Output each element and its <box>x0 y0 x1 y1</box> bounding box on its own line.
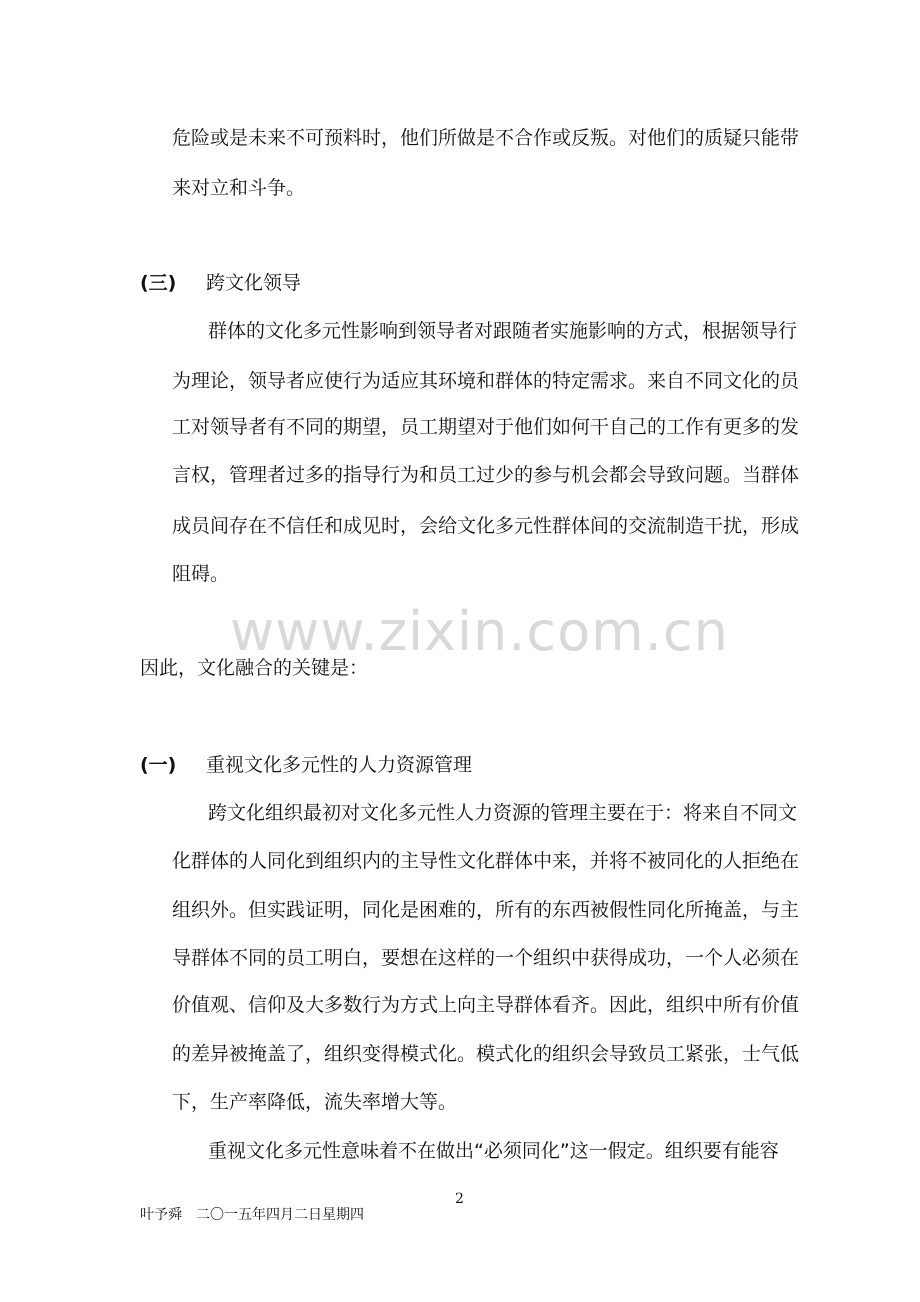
paragraph-line: 的差异被掩盖了，组织变得模式化。模式化的组织会导致员工紧张，士气低 <box>172 1043 800 1065</box>
paragraph-line: 危险或是未来不可预料时，他们所做是不合作或反叛。对他们的质疑只能带 <box>172 127 800 149</box>
paragraph-line: 来对立和斗争。 <box>172 177 306 199</box>
paragraph-line: 因此，文化融合的关键是： <box>140 657 369 679</box>
paragraph-line: 下，生产率降低，流失率增大等。 <box>172 1091 458 1113</box>
footer-author-date: 叶予舜 二〇一五年四月二日星期四 <box>140 1207 364 1223</box>
paragraph-line: 为理论，领导者应使行为适应其环境和群体的特定需求。来自不同文化的员 <box>172 370 800 392</box>
paragraph-line: 阻碍。 <box>172 563 230 585</box>
paragraph-line: 群体的文化多元性影响到领导者对跟随者实施影响的方式，根据领导行 <box>208 320 798 342</box>
paragraph-line: 跨文化组织最初对文化多元性人力资源的管理主要在于：将来自不同文 <box>208 802 798 824</box>
paragraph-line: 工对领导者有不同的期望，员工期望对于他们如何干自己的工作有更多的发 <box>172 416 800 438</box>
section-title: 重视文化多元性的人力资源管理 <box>206 754 473 776</box>
section-title: 跨文化领导 <box>206 272 302 294</box>
paragraph-line: 重视文化多元性意味着不在做出“必须同化”这一假定。组织要有能容 <box>208 1140 779 1162</box>
watermark: www.zixin.com.cn <box>230 600 729 663</box>
paragraph-line: 组织外。但实践证明，同化是困难的，所有的东西被假性同化所掩盖，与主 <box>172 899 800 921</box>
paragraph-line: 价值观、信仰及大多数行为方式上向主导群体看齐。因此，组织中所有价值 <box>172 994 800 1016</box>
section-number: (一) <box>140 754 177 776</box>
paragraph-line: 成员间存在不信任和成见时，会给文化多元性群体间的交流制造干扰，形成 <box>172 515 800 537</box>
section-number: (三) <box>140 272 177 294</box>
page-number: 2 <box>455 1191 464 1207</box>
paragraph-line: 导群体不同的员工明白，要想在这样的一个组织中获得成功，一个人必须在 <box>172 947 800 969</box>
paragraph-line: 言权，管理者过多的指导行为和员工过少的参与机会都会导致问题。当群体 <box>172 464 800 486</box>
paragraph-line: 化群体的人同化到组织内的主导性文化群体中来，并将不被同化的人拒绝在 <box>172 850 800 872</box>
